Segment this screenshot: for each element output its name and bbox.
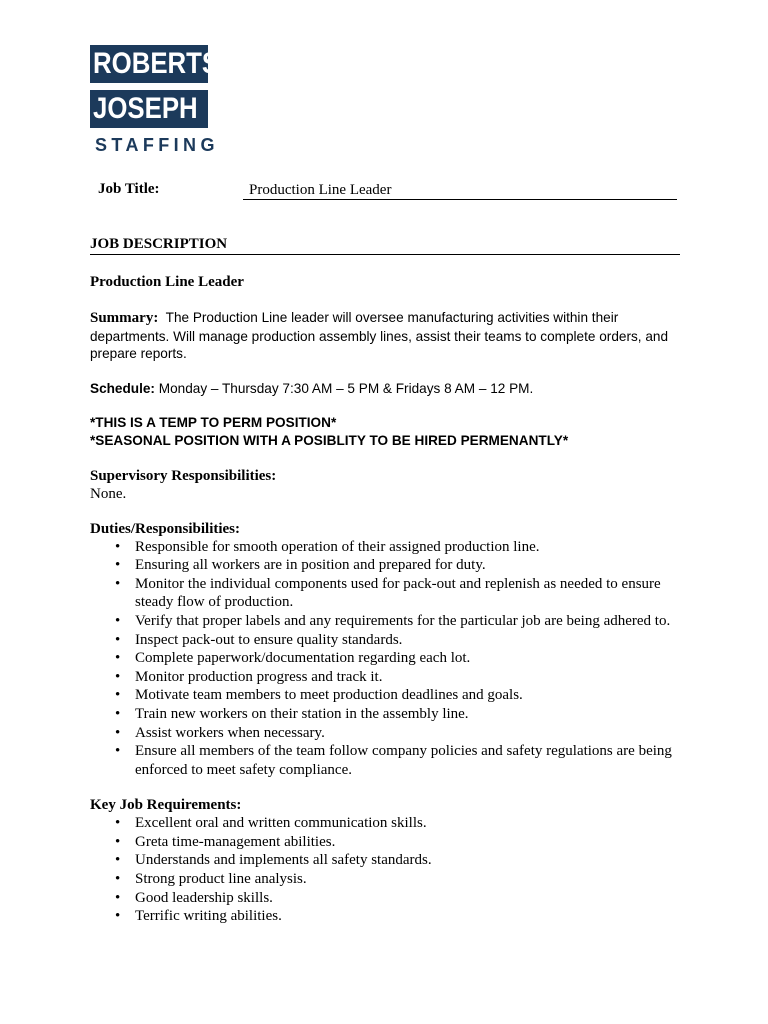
schedule-label: Schedule:	[90, 380, 155, 396]
bullet-icon: •	[115, 889, 121, 906]
requirements-section	[90, 796, 680, 926]
bullet-icon: •	[115, 908, 121, 925]
bullet-icon: •	[115, 871, 121, 888]
list-item: • Ensure all members of the team follow company policies and safety regulations are being enforced to meet safety compliance.	[115, 743, 672, 778]
list-item: • Monitor the individual components used for pack-out and replenish as needed to ensure steady flow of production.	[115, 575, 661, 611]
list-item: • Strong product line analysis.	[115, 871, 307, 888]
supervisory-heading: Supervisory Responsibilities:	[90, 467, 277, 484]
requirements-heading: Key Job Requirements:	[90, 797, 242, 814]
bullet-icon: •	[115, 650, 121, 667]
schedule-text: Monday – Thursday 7:30 AM – 5 PM & Fridays 8 AM – 12 PM.	[158, 380, 534, 396]
logo-staffing: STAFFING	[95, 135, 219, 155]
schedule-paragraph	[90, 380, 680, 398]
list-item: • Assist workers when necessary.	[115, 724, 325, 741]
supervisory-section	[90, 467, 680, 503]
list-item: • Terrific writing abilities.	[115, 908, 282, 925]
document-body	[90, 272, 680, 926]
bullet-icon: •	[115, 668, 121, 685]
list-item: • Inspect pack-out to ensure quality standards.	[115, 631, 403, 648]
section-header: JOB DESCRIPTION	[90, 234, 680, 255]
position-notices	[90, 414, 680, 449]
bullet-icon: •	[115, 557, 121, 574]
bullet-icon: •	[115, 538, 121, 555]
list-item: • Understands and implements all safety standards.	[115, 852, 432, 869]
bullet-icon: •	[115, 815, 121, 832]
duties-list	[90, 538, 680, 780]
summary-paragraph	[90, 309, 680, 363]
notice-seasonal: *SEASONAL POSITION WITH A POSIBLITY TO BE HIRED PERMENANTLY*	[90, 432, 569, 448]
position-name: Production Line Leader	[90, 274, 244, 290]
bullet-icon: •	[115, 687, 121, 704]
bullet-icon: •	[115, 852, 121, 869]
list-item: • Good leadership skills.	[115, 889, 273, 906]
list-item: • Motivate team members to meet production deadlines and goals.	[115, 687, 523, 704]
list-item: • Ensuring all workers are in position and prepared for duty.	[115, 557, 486, 574]
bullet-icon: •	[115, 631, 121, 648]
summary-label: Summary:	[90, 310, 159, 326]
bullet-icon: •	[115, 724, 121, 741]
requirements-list	[90, 814, 680, 926]
list-item: • Greta time-management abilities.	[115, 833, 336, 850]
logo-roberts: ROBERTS	[90, 45, 208, 83]
company-logo	[90, 45, 220, 156]
duties-section	[90, 520, 680, 780]
duties-heading: Duties/Responsibilities:	[90, 520, 241, 537]
bullet-icon: •	[115, 833, 121, 850]
notice-temp-to-perm: *THIS IS A TEMP TO PERM POSITION*	[90, 415, 337, 431]
list-item: • Responsible for smooth operation of their assigned production line.	[115, 538, 540, 555]
list-item: • Verify that proper labels and any requirements for the particular job are being adhered to.	[115, 612, 671, 629]
bullet-icon: •	[115, 575, 121, 592]
bullet-icon: •	[115, 743, 121, 760]
list-item: • Excellent oral and written communication skills.	[115, 815, 427, 832]
logo-joseph: JOSEPH	[90, 90, 208, 128]
summary-text: The Production Line leader will oversee manufacturing activities within their departments. Will manage production assembly lines, assist their teams to complete orders, and prepare reports.	[90, 310, 668, 362]
list-item: • Complete paperwork/documentation regarding each lot.	[115, 650, 471, 667]
supervisory-text: None.	[90, 485, 127, 502]
bullet-icon: •	[115, 612, 121, 629]
job-title-label: Job Title:	[98, 181, 160, 197]
bullet-icon: •	[115, 705, 121, 722]
job-title-value: Production Line Leader	[243, 180, 677, 200]
list-item: • Monitor production progress and track it.	[115, 668, 383, 685]
list-item: • Train new workers on their station in the assembly line.	[115, 705, 469, 722]
